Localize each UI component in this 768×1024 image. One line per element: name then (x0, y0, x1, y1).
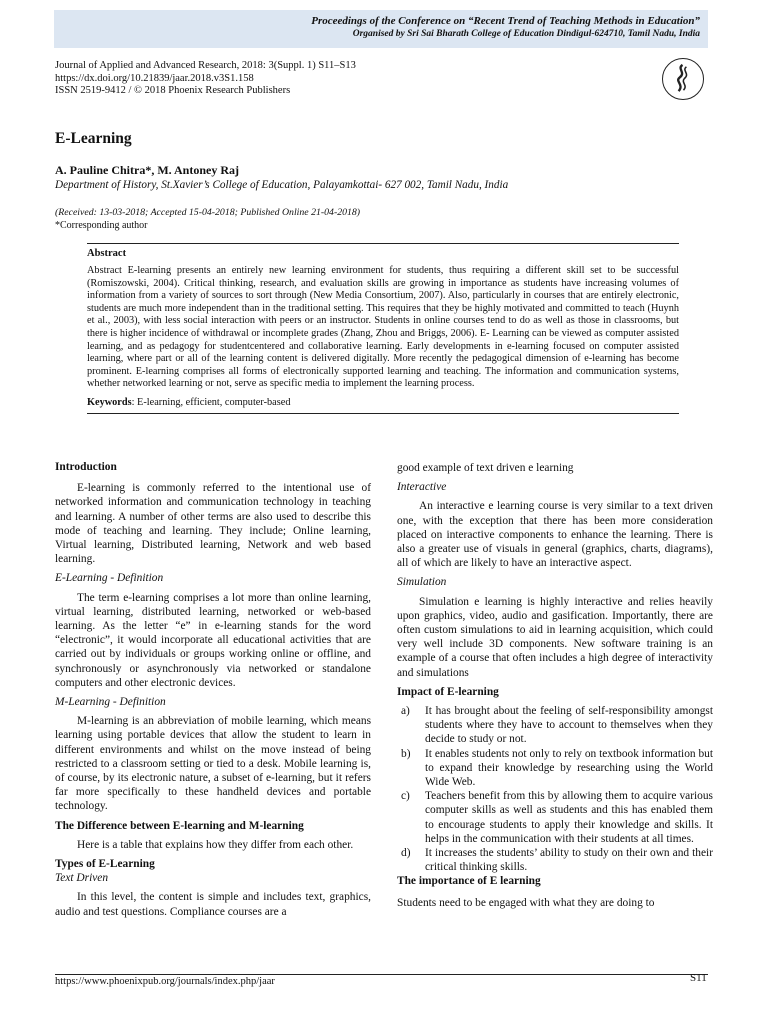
text-driven-continued: good example of text driven e learning (397, 462, 574, 474)
importance-paragraph: Students need to be engaged with what they are doing to (397, 896, 655, 909)
interactive-paragraph: An interactive e learning course is very similar to a text driven one, with the exception that there has been more consideration placed on interactive components to enhance the learning. There is also a greater use of visuals in general (graphics, charts, diagrams), all of which are likely to have an interactive aspect. (397, 500, 713, 570)
simulation-heading: Simulation (397, 576, 447, 589)
list-item-text: It enables students not only to rely on textbook information but to expand their knowledge by researching using the World Wide Web. (425, 747, 713, 789)
banner-conference-title: Proceedings of the Conference on “Recent Trend of Teaching Methods in Education” (311, 15, 700, 27)
text-driven-heading: Text Driven (55, 872, 109, 885)
footer-divider (55, 974, 708, 975)
right-column (397, 461, 713, 910)
list-item-text: It increases the students’ ability to study on their own and their critical thinking skills. (425, 847, 713, 874)
paper-authors: A. Pauline Chitra*, M. Antoney Raj (55, 163, 239, 177)
types-heading: Types of E-Learning (55, 858, 155, 871)
text-driven-paragraph: In this level, the content is simple and includes text, graphics, audio and test questions. Compliance courses are a (55, 891, 371, 918)
mlearning-definition-heading: M-Learning - Definition (55, 696, 166, 709)
list-marker: c) (401, 790, 410, 803)
introduction-paragraph: E-learning is commonly referred to the intentional use of networked information and communication technology in teaching and learning. A number of other terms are also used to describe this mode of teaching and learning. They include; Online learning, Virtual learning, Distributed learning, Network and web based learning. (55, 482, 371, 566)
keywords-values: : E-learning, efficient, computer-based (131, 396, 291, 408)
interactive-heading: Interactive (397, 481, 447, 494)
banner-organiser: Organised by Sri Sai Bharath College of Education Dindigul-624710, Tamil Nadu, India (352, 29, 700, 39)
impact-heading: Impact of E-learning (397, 685, 499, 698)
abstract-box (87, 243, 679, 414)
difference-paragraph: Here is a table that explains how they differ from each other. (77, 838, 354, 851)
received-dates: (Received: 13-03-2018; Accepted 15-04-2018; Published Online 21-04-2018) (55, 207, 361, 218)
keywords-line (87, 397, 679, 408)
abstract-heading: Abstract (87, 248, 127, 259)
introduction-heading: Introduction (55, 461, 117, 473)
journal-info (55, 60, 356, 98)
list-item (397, 747, 713, 790)
journal-doi[interactable]: https://dx.doi.org/10.21839/jaar.2018.v3S1.158 (55, 72, 254, 84)
list-marker: b) (401, 747, 411, 760)
conference-banner (54, 10, 708, 48)
paper-title: E-Learning (55, 130, 132, 147)
list-item-text: It has brought about the feeling of self-responsibility amongst students where they have to account to themselves when they decide to study or not. (425, 705, 713, 746)
elearning-definition-paragraph: The term e-learning comprises a lot more than online learning, virtual learning, distributed learning, networked or web-based learning. As the letter “e” in e-learning stands for the word “electronic”, it would incorporate all educational activities that are carried out by individuals or groups working online or offline, and synchronously or asynchronously via networked or standalone computers and other electronic devices. (55, 591, 371, 689)
page-number: S11 (690, 972, 707, 984)
list-item-text: Teachers benefit from this by allowing them to acquire various computer skills as well as students and this has enabled them to encourage students to apply their knowledge and skills. It helps in the communication with their students at all times. (425, 790, 713, 845)
list-item (397, 789, 713, 846)
abstract-text: Abstract E-learning presents an entirely new learning environment for students, thus requiring a different skill set to be successful (Romiszowski, 2004). Critical thinking, research, and evaluation skills are growing in importance as students have increasing volumes of information from a variety of sources to sort through (New Media Consortium, 2007). Also, particularly in courses that are entirely electronic, students are much more independent than in the traditional setting. This requires that they be highly motivated and committed to teach (Huynh et al., 2003), with less social interaction with peers or an instructor. Students in online courses tend to do as well as those in classrooms, but there is higher incidence of withdrawal or incomplete grades (Zhang, Zhou and Briggs, 2006). E- Learning can be viewed as computer assisted learning, and as pedagogy for studentcentered and collaborative learning. Early developments in e-learning focused on computer assisted learning, where part or all of the learning content is delivered digitally. More recently the pedagogical dimension of e-learning has become prominent. E-learning comprises all forms of electronically supported learning and teaching. The information and communication systems, whether networked learning or not, serve as specific media to implement the learning process. (87, 265, 679, 390)
simulation-paragraph: Simulation e learning is highly interactive and relies heavily upon graphics, video, audio and gasification. Importantly, there are often custom simulations to aid in learning acquisition, which could very well include 3D components. New software training is an example of a course that often includes a high degree of interactivity and simulations (397, 595, 713, 679)
publisher-logo-icon (662, 58, 704, 100)
mlearning-definition-paragraph: M-learning is an abbreviation of mobile learning, which means learning using portable devices that allow the student to learn in different environments and whilst on the move instead of being restricted to a classroom setting or tied to a desk. Mobile learning is, of course, by its electronic nature, a subset of e-learning, but it refers far more specifically to these handheld devices and portable technology. (55, 715, 371, 813)
journal-issn: ISSN 2519-9412 / © 2018 Phoenix Research Publishers (55, 85, 291, 96)
importance-heading: The importance of E learning (397, 875, 541, 888)
elearning-definition-heading: E-Learning - Definition (55, 572, 164, 585)
list-item (397, 704, 713, 747)
list-item (397, 846, 713, 874)
journal-citation: Journal of Applied and Advanced Research, 2018: 3(Suppl. 1) S11–S13 (55, 60, 356, 71)
difference-heading: The Difference between E-learning and M-learning (55, 819, 304, 832)
corresponding-author-note: *Corresponding author (55, 220, 148, 231)
keywords-label: Keywords (87, 396, 132, 408)
footer-journal-link[interactable]: https://www.phoenixpub.org/journals/index.php/jaar (55, 976, 275, 987)
impact-list (397, 704, 713, 874)
list-marker: d) (401, 847, 411, 860)
left-column (55, 460, 371, 919)
list-marker: a) (401, 705, 410, 718)
author-affiliation: Department of History, St.Xavier’s College of Education, Palayamkottai- 627 002, Tamil Nadu, India (55, 179, 509, 191)
